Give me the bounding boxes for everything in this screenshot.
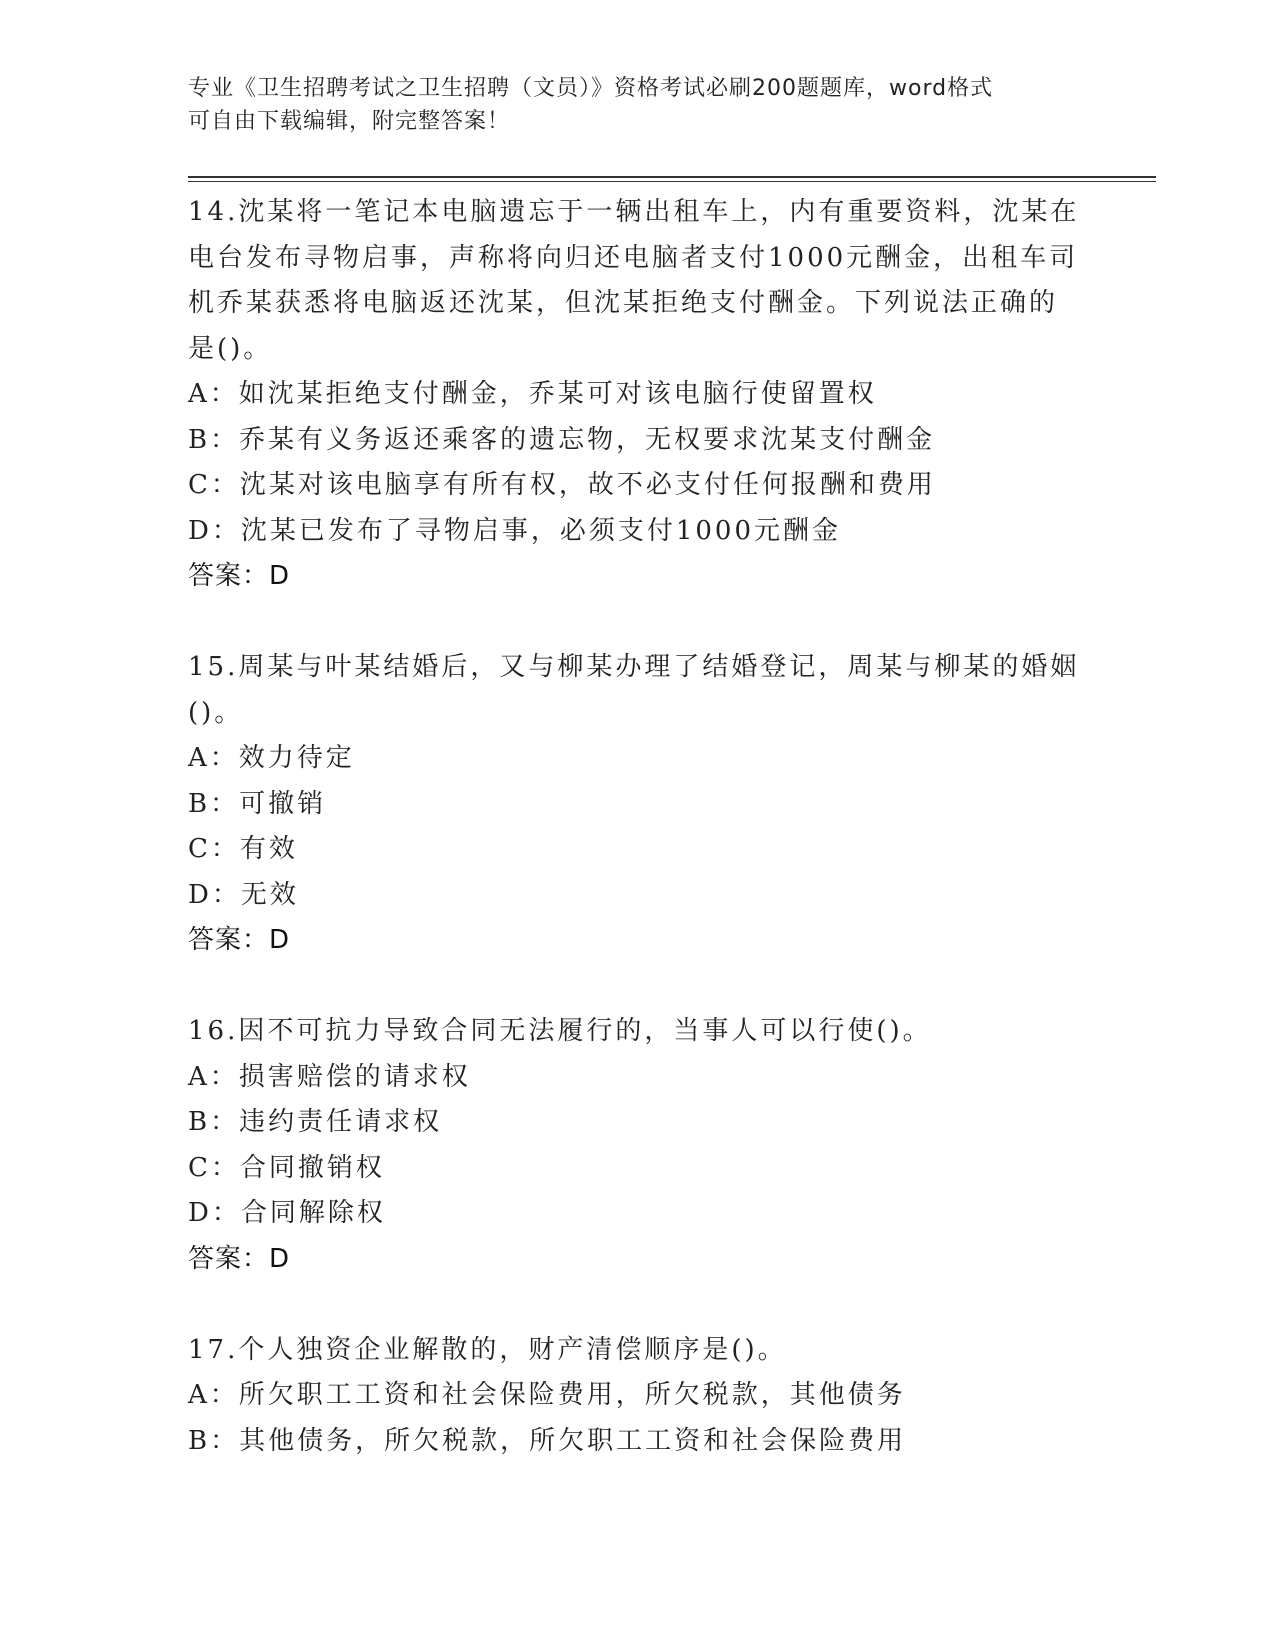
- answer-line: 答案：D: [188, 925, 291, 955]
- header-divider-thin: [188, 181, 1156, 182]
- question-stem-line: 15.周某与叶某结婚后，又与柳某办理了结婚登记，周某与柳某的婚姻: [188, 652, 1080, 682]
- question-list: [188, 190, 1088, 1464]
- header-divider-thick: [188, 176, 1156, 178]
- question-spacer: [188, 964, 1088, 1010]
- question-16: [188, 1009, 1088, 1282]
- question-stem-line: 机乔某获悉将电脑返还沈某，但沈某拒绝支付酬金。下列说法正确的: [188, 288, 1059, 318]
- option-c: C：沈某对该电脑享有所有权，故不必支付任何报酬和费用: [188, 470, 936, 500]
- document-header: [188, 72, 1068, 138]
- question-spacer: [188, 600, 1088, 646]
- question-stem-line: 是()。: [188, 333, 273, 364]
- question-spacer: [188, 1282, 1088, 1328]
- option-a: A：如沈某拒绝支付酬金，乔某可对该电脑行使留置权: [188, 379, 877, 409]
- question-14: [188, 190, 1088, 600]
- question-stem-line: 电台发布寻物启事，声称将向归还电脑者支付1000元酬金，出租车司: [188, 242, 1079, 273]
- answer-line: 答案：D: [188, 561, 291, 591]
- question-15: [188, 645, 1088, 964]
- option-c: C：有效: [188, 834, 298, 864]
- header-title-line-1: 专业《卫生招聘考试之卫生招聘（文员）》资格考试必刷200题题库，word格式: [188, 76, 994, 101]
- option-a: A：效力待定: [188, 743, 355, 773]
- question-stem-line: 14.沈某将一笔记本电脑遗忘于一辆出租车上，内有重要资料，沈某在: [188, 197, 1080, 227]
- question-17: [188, 1328, 1088, 1465]
- option-a: A：损害赔偿的请求权: [188, 1061, 471, 1092]
- option-d: D：沈某已发布了寻物启事，必须支付1000元酬金: [188, 515, 842, 546]
- question-stem-line: 17.个人独资企业解散的，财产清偿顺序是()。: [188, 1334, 787, 1365]
- option-c: C：合同撤销权: [188, 1152, 385, 1183]
- answer-line: 答案：D: [188, 1243, 291, 1274]
- question-stem-line: 16.因不可抗力导致合同无法履行的，当事人可以行使()。: [188, 1016, 932, 1046]
- option-a: A：所欠职工工资和社会保险费用，所欠税款，其他债务: [188, 1380, 906, 1410]
- option-b: B：可撤销: [188, 788, 327, 819]
- option-b: B：其他债务，所欠税款，所欠职工工资和社会保险费用: [188, 1425, 907, 1456]
- option-d: D：无效: [188, 879, 299, 910]
- header-title-line-2: 可自由下载编辑，附完整答案！: [188, 109, 511, 134]
- option-b: B：乔某有义务返还乘客的遗忘物，无权要求沈某支付酬金: [188, 424, 936, 455]
- option-d: D：合同解除权: [188, 1198, 386, 1228]
- option-b: B：违约责任请求权: [188, 1107, 443, 1137]
- question-stem-line: ()。: [188, 697, 244, 728]
